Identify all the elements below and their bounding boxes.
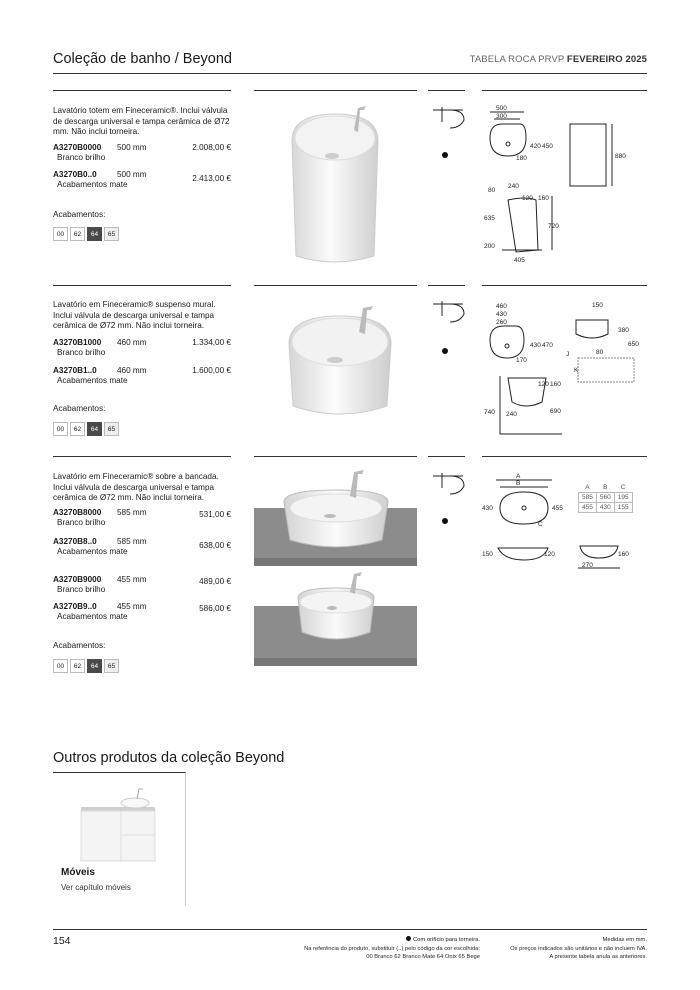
card-title: Móveis xyxy=(61,867,95,878)
product-description: Lavatório em Fineceramic® sobre a bancada. Inclui válvula de descarga universal e tampa cerâmica de Ø72 mm. Não inclui torneira. xyxy=(53,472,219,503)
svg-text:460: 460 xyxy=(496,303,507,310)
swatch-00: 00 xyxy=(53,659,68,673)
product-row: A3270B9000 455 mm 489,00 € Branco brilho xyxy=(53,575,231,595)
product-image-wall-basin xyxy=(275,294,405,429)
swatch-64: 64 xyxy=(87,422,102,436)
swatch-65: 65 xyxy=(104,659,119,673)
section-rule xyxy=(254,285,417,286)
section-rule xyxy=(482,456,647,457)
section-rule xyxy=(428,456,465,457)
footer-rule xyxy=(53,929,647,930)
section-rule xyxy=(482,285,647,286)
svg-text:270: 270 xyxy=(582,562,593,569)
swatch-64: 64 xyxy=(87,227,102,241)
page-number: 154 xyxy=(53,935,71,947)
product-row: A3270B0..0 500 mm 2.413,00 € Acabamentos mate xyxy=(53,170,231,190)
svg-text:C: C xyxy=(538,521,543,528)
finish-swatches xyxy=(53,223,121,241)
product-row: A3270B1..0 460 mm 1.600,00 € Acabamentos mate xyxy=(53,366,231,386)
section-rule xyxy=(53,90,231,91)
svg-text:430: 430 xyxy=(482,505,493,512)
swatch-62: 62 xyxy=(70,659,85,673)
svg-text:260: 260 xyxy=(496,319,507,326)
finishes-label: Acabamentos: xyxy=(53,404,106,413)
swatch-62: 62 xyxy=(70,227,85,241)
svg-text:A: A xyxy=(516,473,521,480)
bullet-icon xyxy=(442,518,448,524)
svg-text:200: 200 xyxy=(484,243,495,250)
svg-text:420: 420 xyxy=(530,143,541,150)
svg-text:380: 380 xyxy=(618,327,629,334)
svg-text:K: K xyxy=(574,367,579,374)
svg-text:240: 240 xyxy=(508,183,519,190)
section-rule xyxy=(428,90,465,91)
svg-text:880: 880 xyxy=(615,153,626,160)
product-row: A3270B0000 500 mm 2.008,00 € Branco brilho xyxy=(53,143,231,163)
swatch-00: 00 xyxy=(53,422,68,436)
price-table-label: TABELA ROCA PRVP FEVEREIRO 2025 xyxy=(469,54,647,65)
header-rule xyxy=(53,73,647,74)
svg-text:160: 160 xyxy=(538,195,549,202)
section-rule xyxy=(53,456,231,457)
footer-notes: Com orifício para torneira. Na referência do produto, substituir (..) pelo código da cor escolhida: 00 Branco 62 Branco Mate 64 Onix 65 Bege xyxy=(304,937,480,960)
svg-text:635: 635 xyxy=(484,215,495,222)
swatch-65: 65 xyxy=(104,422,119,436)
technical-drawing xyxy=(482,468,572,578)
svg-text:720: 720 xyxy=(548,223,559,230)
product-row: A3270B8..0 585 mm 638,00 € Acabamentos mate xyxy=(53,537,231,557)
product-row: A3270B1000 460 mm 1.334,00 € Branco brilho xyxy=(53,338,231,358)
dimension-table: A B C 585 560 195 455 430 155 xyxy=(578,483,633,513)
svg-text:80: 80 xyxy=(488,187,496,194)
product-image-countertop-basins xyxy=(254,466,417,671)
section-rule xyxy=(254,456,417,457)
swatch-64: 64 xyxy=(87,659,102,673)
finish-swatches xyxy=(53,418,121,436)
product-image-totem xyxy=(270,96,400,276)
swatch-62: 62 xyxy=(70,422,85,436)
bullet-icon xyxy=(406,936,411,941)
svg-text:B: B xyxy=(516,480,521,487)
technical-drawing xyxy=(482,298,647,448)
card-link[interactable]: Ver capítulo móveis xyxy=(61,883,131,892)
svg-text:120: 120 xyxy=(544,551,555,558)
tap-hole-icon xyxy=(430,106,466,130)
finish-swatches xyxy=(53,655,121,673)
tap-hole-icon xyxy=(430,472,466,496)
product-row: A3270B9..0 455 mm 586,00 € Acabamentos mate xyxy=(53,602,231,622)
svg-text:300: 300 xyxy=(496,113,507,120)
section-rule xyxy=(482,90,647,91)
swatch-65: 65 xyxy=(104,227,119,241)
page-title: Coleção de banho / Beyond xyxy=(53,51,232,67)
svg-text:650: 650 xyxy=(628,341,639,348)
technical-drawing xyxy=(570,540,640,576)
furniture-card[interactable] xyxy=(53,772,186,906)
svg-text:120: 120 xyxy=(538,381,549,388)
svg-text:430: 430 xyxy=(530,342,541,349)
svg-text:740: 740 xyxy=(484,409,495,416)
svg-text:500: 500 xyxy=(496,105,507,112)
technical-drawing xyxy=(482,100,647,270)
section-rule xyxy=(254,90,417,91)
svg-text:120: 120 xyxy=(522,195,533,202)
footer-legal: Medidas em mm. Os preços indicados são unitários e não incluem IVA. A presente tabela anula as anteriores. xyxy=(510,937,647,960)
finishes-label: Acabamentos: xyxy=(53,210,106,219)
section-rule xyxy=(53,285,231,286)
finishes-label: Acabamentos: xyxy=(53,641,106,650)
svg-text:405: 405 xyxy=(514,257,525,264)
svg-text:240: 240 xyxy=(506,411,517,418)
other-products-title: Outros produtos da coleção Beyond xyxy=(53,750,285,766)
product-row: A3270B8000 585 mm 531,00 € Branco brilho xyxy=(53,508,231,528)
svg-text:170: 170 xyxy=(516,357,527,364)
product-description: Lavatório totem em Fineceramic®. Inclui válvula de descarga universal e tampa cerâmica de Ø72 mm. Não inclui torneira. xyxy=(53,106,230,137)
svg-text:690: 690 xyxy=(550,408,561,415)
section-rule xyxy=(428,285,465,286)
svg-text:450: 450 xyxy=(542,143,553,150)
bullet-icon xyxy=(442,348,448,354)
svg-text:455: 455 xyxy=(552,505,563,512)
svg-text:160: 160 xyxy=(550,381,561,388)
svg-text:150: 150 xyxy=(482,551,493,558)
svg-text:430: 430 xyxy=(496,311,507,318)
svg-text:80: 80 xyxy=(596,349,604,356)
svg-text:180: 180 xyxy=(516,155,527,162)
svg-text:160: 160 xyxy=(618,551,629,558)
svg-text:470: 470 xyxy=(542,342,553,349)
furniture-image xyxy=(73,783,163,863)
product-description: Lavatório em Fineceramic® suspenso mural. Inclui válvula de descarga universal e tampa cerâmica de Ø72 mm. Não inclui torneira. xyxy=(53,300,216,331)
swatch-00: 00 xyxy=(53,227,68,241)
svg-text:J: J xyxy=(566,351,570,358)
svg-text:150: 150 xyxy=(592,302,603,309)
bullet-icon xyxy=(442,152,448,158)
tap-hole-icon xyxy=(430,300,466,324)
